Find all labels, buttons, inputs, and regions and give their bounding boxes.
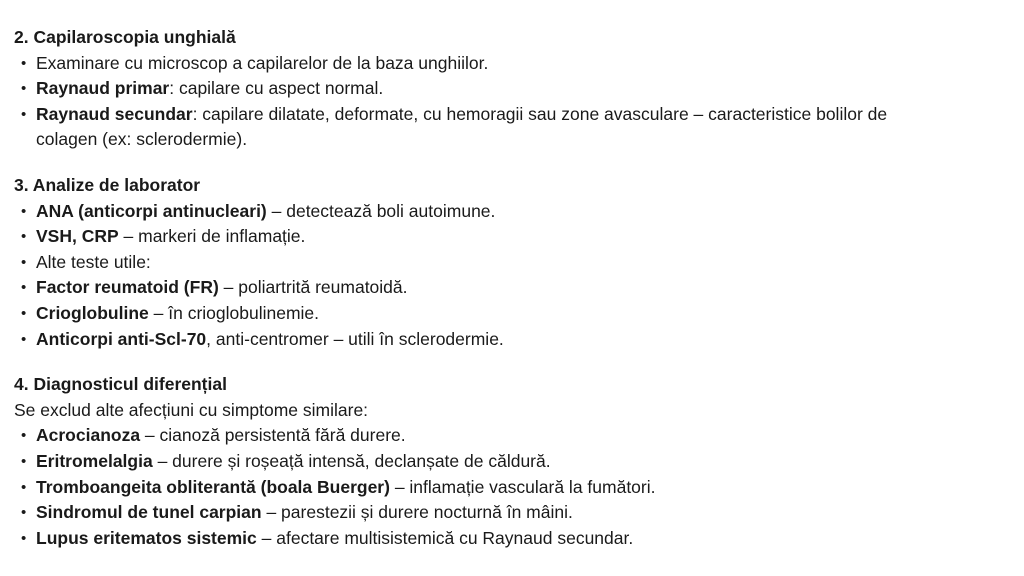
text-run-bold: Anticorpi anti-Scl-70 — [36, 328, 207, 349]
bullet-icon: • — [21, 202, 27, 220]
text-run: : capilare cu aspect normal. — [169, 78, 384, 99]
list-item — [14, 526, 964, 552]
section — [14, 372, 964, 551]
list-item-text — [36, 275, 941, 301]
text-run: , anti-centromer – utili în sclerodermie. — [206, 328, 504, 349]
list-item-text — [36, 76, 941, 102]
text-run: – inflamație vasculară la fumători. — [389, 476, 656, 497]
text-run-bold: ANA (anticorpi antinucleari) — [36, 200, 267, 221]
text-run: : capilare dilatate, deformate, cu hemoragii sau zone avasculare – caracteristice bolilor de colagen (ex: sclerodermie). — [36, 103, 888, 150]
list-item-text — [36, 475, 941, 501]
list-item-text — [36, 526, 941, 552]
bullet-icon: • — [21, 253, 27, 271]
text-run: – detectează boli autoimune. — [266, 200, 496, 221]
bullet-icon: • — [21, 304, 27, 322]
list-item — [14, 449, 964, 475]
text-run: – poliartrită reumatoidă. — [218, 277, 408, 298]
bullet-icon: • — [21, 427, 27, 445]
section-heading: 2. Capilaroscopia unghială — [14, 27, 236, 47]
list-item — [14, 327, 964, 353]
list-item — [14, 224, 964, 250]
bullet-icon: • — [21, 80, 27, 98]
text-run-bold: Factor reumatoid (FR) — [36, 277, 219, 298]
text-run: – în crioglobulinemie. — [148, 302, 320, 323]
text-run-bold: Sindromul de tunel carpian — [36, 502, 262, 523]
list-item — [14, 500, 964, 526]
list-item — [14, 475, 964, 501]
list-item-text — [36, 51, 941, 77]
text-run: Alte teste utile: — [36, 251, 151, 272]
list-item-text — [36, 102, 941, 153]
text-run-bold: Tromboangeita obliterantă (boala Buerger) — [36, 476, 390, 497]
bullet-icon: • — [21, 330, 27, 348]
list-item-text — [36, 301, 941, 327]
list-item — [14, 250, 964, 276]
bullet-icon: • — [21, 105, 27, 123]
section-heading: 4. Diagnosticul diferențial — [14, 374, 227, 395]
text-run: – afectare multisistemică cu Raynaud secundar. — [256, 527, 634, 548]
text-run: – parestezii și durere nocturnă în mâini. — [261, 502, 573, 523]
list-item-text — [36, 423, 941, 449]
list-item — [14, 51, 964, 77]
section — [14, 25, 964, 153]
text-run-bold: VSH, CRP — [36, 226, 119, 247]
bullet-icon: • — [21, 452, 27, 470]
list-item-text — [36, 199, 941, 225]
bullet-icon: • — [21, 504, 27, 522]
bullet-icon: • — [21, 279, 27, 297]
list-item-text — [36, 250, 941, 276]
text-run: – durere și roșeață intensă, declanșate de căldură. — [152, 450, 551, 471]
text-run: – markeri de inflamație. — [118, 226, 306, 247]
list-item — [14, 102, 964, 153]
section-intro: Se exclud alte afecțiuni cu simptome similare: — [14, 399, 369, 420]
text-run-bold: Crioglobuline — [36, 302, 149, 323]
bullet-icon: • — [21, 478, 27, 496]
bullet-icon: • — [21, 529, 27, 547]
section — [14, 173, 964, 352]
list-item-text — [36, 327, 941, 353]
list-item — [14, 76, 964, 102]
list-item — [14, 301, 964, 327]
section-heading: 3. Analize de laborator — [14, 174, 201, 195]
list-item — [14, 275, 964, 301]
text-run-bold: Raynaud primar — [36, 78, 170, 99]
text-run-bold: Acrocianoza — [36, 425, 141, 446]
bullet-icon: • — [21, 228, 27, 246]
text-run-bold: Raynaud secundar — [36, 103, 193, 124]
text-run-bold: Eritromelalgia — [36, 450, 153, 471]
text-run: – cianoză persistentă fără durere. — [140, 425, 406, 446]
list-item-text — [36, 449, 941, 475]
list-item-text — [36, 224, 941, 250]
text-run-bold: Lupus eritematos sistemic — [36, 527, 257, 548]
list-item-text — [36, 500, 941, 526]
text-run: Examinare cu microscop a capilarelor de la baza unghiilor. — [36, 52, 489, 73]
bullet-icon: • — [21, 54, 27, 72]
list-item — [14, 199, 964, 225]
list-item — [14, 423, 964, 449]
